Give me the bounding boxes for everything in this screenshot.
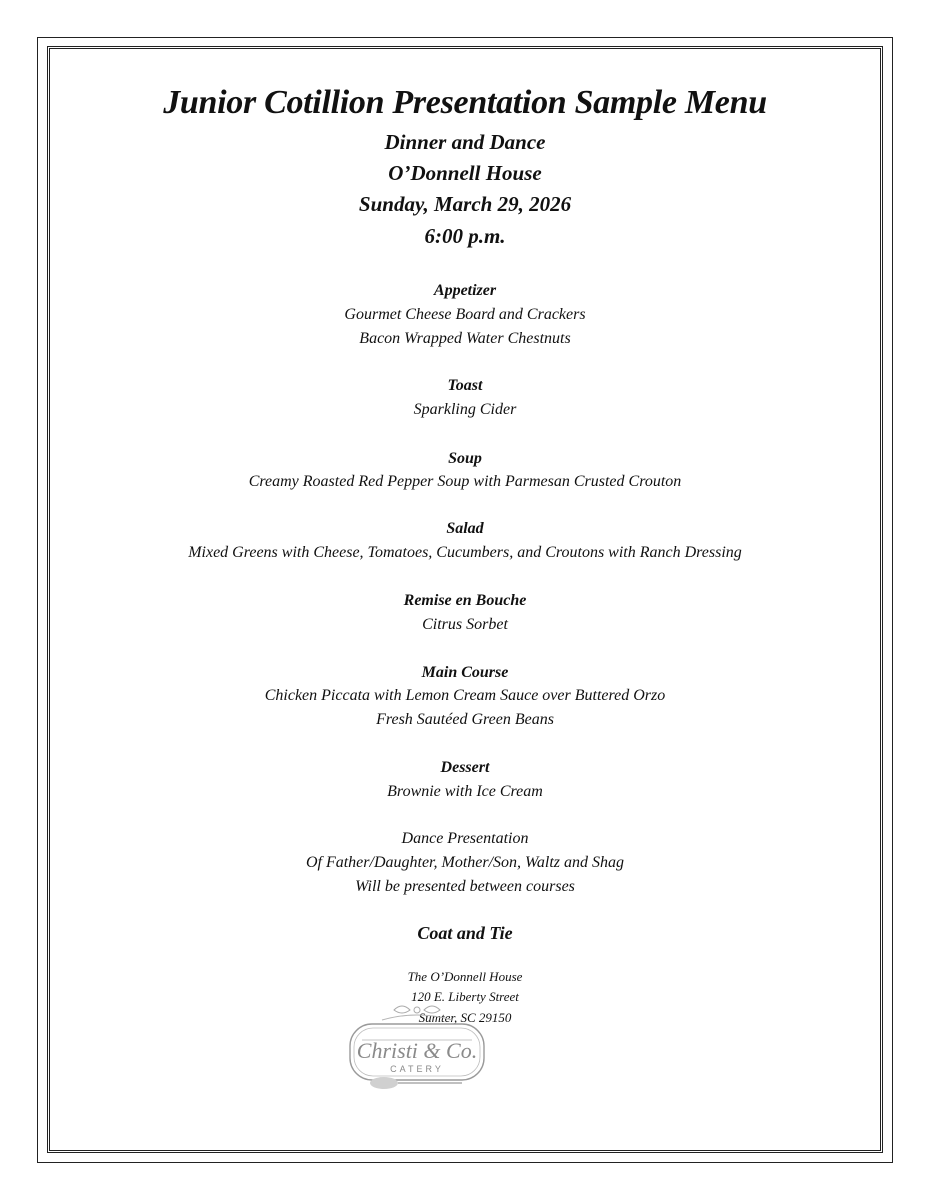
course-heading-salad: Salad: [446, 520, 484, 537]
course-heading-remise: Remise en Bouche: [403, 592, 527, 609]
course-item: Chicken Piccata with Lemon Cream Sauce over Buttered Orzo: [264, 687, 666, 704]
course-heading-dessert: Dessert: [440, 759, 490, 776]
address-street: 120 E. Liberty Street: [411, 989, 519, 1004]
course-item: Brownie with Ice Cream: [387, 783, 543, 800]
course-item: Creamy Roasted Red Pepper Soup with Parmesan Crusted Crouton: [248, 473, 682, 490]
address-city: Sumter, SC 29150: [418, 1010, 512, 1025]
course-item: Mixed Greens with Cheese, Tomatoes, Cucumbers, and Croutons with Ranch Dressing: [188, 544, 742, 561]
dress-code: Coat and Tie: [417, 923, 513, 943]
logo-brand: Christi & Co.: [356, 1038, 478, 1063]
event-venue: O’Donnell House: [388, 161, 542, 185]
dance-styles: Of Father/Daughter, Mother/Son, Waltz and Shag: [305, 854, 625, 871]
course-item: Citrus Sorbet: [422, 616, 508, 633]
course-item: Bacon Wrapped Water Chestnuts: [359, 330, 571, 347]
course-heading-soup: Soup: [448, 450, 482, 467]
event-time: 6:00 p.m.: [424, 224, 506, 248]
event-type: Dinner and Dance: [384, 130, 546, 154]
logo-tagline: CATERY: [390, 1064, 444, 1074]
course-heading-main: Main Course: [421, 664, 509, 681]
dance-title: Dance Presentation: [401, 830, 529, 847]
dance-note: Will be presented between courses: [355, 878, 575, 895]
course-item: Gourmet Cheese Board and Crackers: [344, 306, 586, 323]
caterer-logo: [342, 998, 492, 1092]
course-item: Sparkling Cider: [413, 401, 517, 418]
course-heading-toast: Toast: [447, 377, 483, 394]
menu-title: Junior Cotillion Presentation Sample Menu: [163, 84, 767, 121]
caterer-logo-graphic: [342, 998, 492, 1092]
course-heading-appetizer: Appetizer: [433, 282, 497, 299]
event-date: Sunday, March 29, 2026: [358, 192, 572, 216]
address-name: The O’Donnell House: [407, 969, 523, 984]
course-item: Fresh Sautéed Green Beans: [376, 711, 554, 728]
